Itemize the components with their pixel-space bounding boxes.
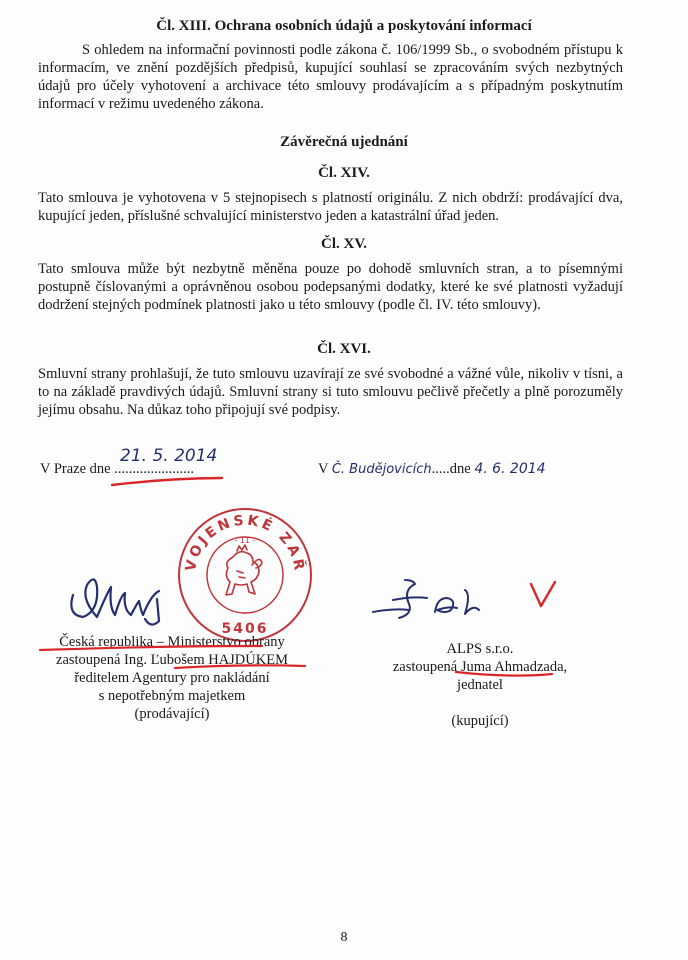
page-number: 8 (340, 930, 348, 945)
article-14-title: Čl. XIV. (318, 165, 370, 181)
stamp-inner-text: - 11 - (234, 536, 256, 545)
left-place: V Praze dne (40, 461, 111, 477)
final-provisions-heading: Závěrečná ujednání (280, 134, 408, 150)
left-party-rep: zastoupená Ing. Ľubošem HAJDÚKEM (56, 652, 288, 668)
article-14-text: Tato smlouva je vyhotovena v 5 stejnopisech s platností originálu. Z nich obdrží: prodávající dva, kupující jeden, příslušné schvalující ministerstvo jeden a katastrální úřad jeden. (38, 190, 623, 224)
right-dne: dne (449, 461, 471, 477)
stamp-number: 5406 (221, 621, 269, 637)
right-party-designation: (kupující) (451, 713, 509, 729)
article-13-title: Čl. XIII. Ochrana osobních údajů a poskytování informací (156, 18, 532, 34)
article-16-text: Smluvní strany prohlašují, že tuto smlouvu uzavírají ze své svobodné a vážné vůle, nikoliv v tísni, a to na základě pravdivých údajů. Smluvní strany si tuto smlouvu pečlivě přečetly a plně porozuměly jejímu obsahu. Na důkaz toho připojují své podpisy. (38, 366, 623, 418)
right-v: V (318, 461, 329, 477)
stamp-text: VOJENSKÉ ZAŘÍZENÍ (167, 493, 308, 575)
right-handwritten-date: 4. 6. 2014 (474, 461, 546, 477)
article-13-text: S ohledem na informační povinnosti podle zákona č. 106/1999 Sb., o svobodném přístupu k informacím, ve znění pozdějších předpisů, kupující souhlasí se zpracováním svých nezbytných údajů pro účely vyhotovení a archivace této smlouvy prodávajícím a s případným poskytnutím informací v režimu uvedeného zákona. (38, 42, 623, 112)
left-party-role-2: s nepotřebným majetkem (98, 688, 246, 704)
left-handwritten-date: 21. 5. 2014 (120, 446, 218, 466)
left-dots: ...................... (114, 461, 194, 477)
left-party-name: Česká republika – Ministerstvo obrany (59, 634, 285, 650)
article-16-title: Čl. XVI. (317, 341, 371, 357)
right-party-name: ALPS s.r.o. (446, 641, 514, 657)
right-handwritten-place: Č. Budějovicích (331, 462, 432, 477)
article-15-text: Tato smlouva může být nezbytně měněna pouze po dohodě smluvních stran, a to písemnými postupně číslovanými a oprávněnou osobou podepsanými dodatky, které ke své platnosti vyžadují dodržení stejných podmínek platnosti jako u této smlouvy (podle čl. IV. této smlouvy). (38, 261, 623, 313)
right-party-rep: zastoupená Juma Ahmadzada, (392, 659, 568, 675)
left-party-role-3: (prodávající) (134, 706, 210, 722)
right-party-role: jednatel (457, 677, 503, 693)
article-15-title: Čl. XV. (321, 236, 367, 252)
right-dots: ..... (431, 461, 450, 477)
left-party-role-1: ředitelem Agentury pro nakládání (74, 670, 270, 686)
